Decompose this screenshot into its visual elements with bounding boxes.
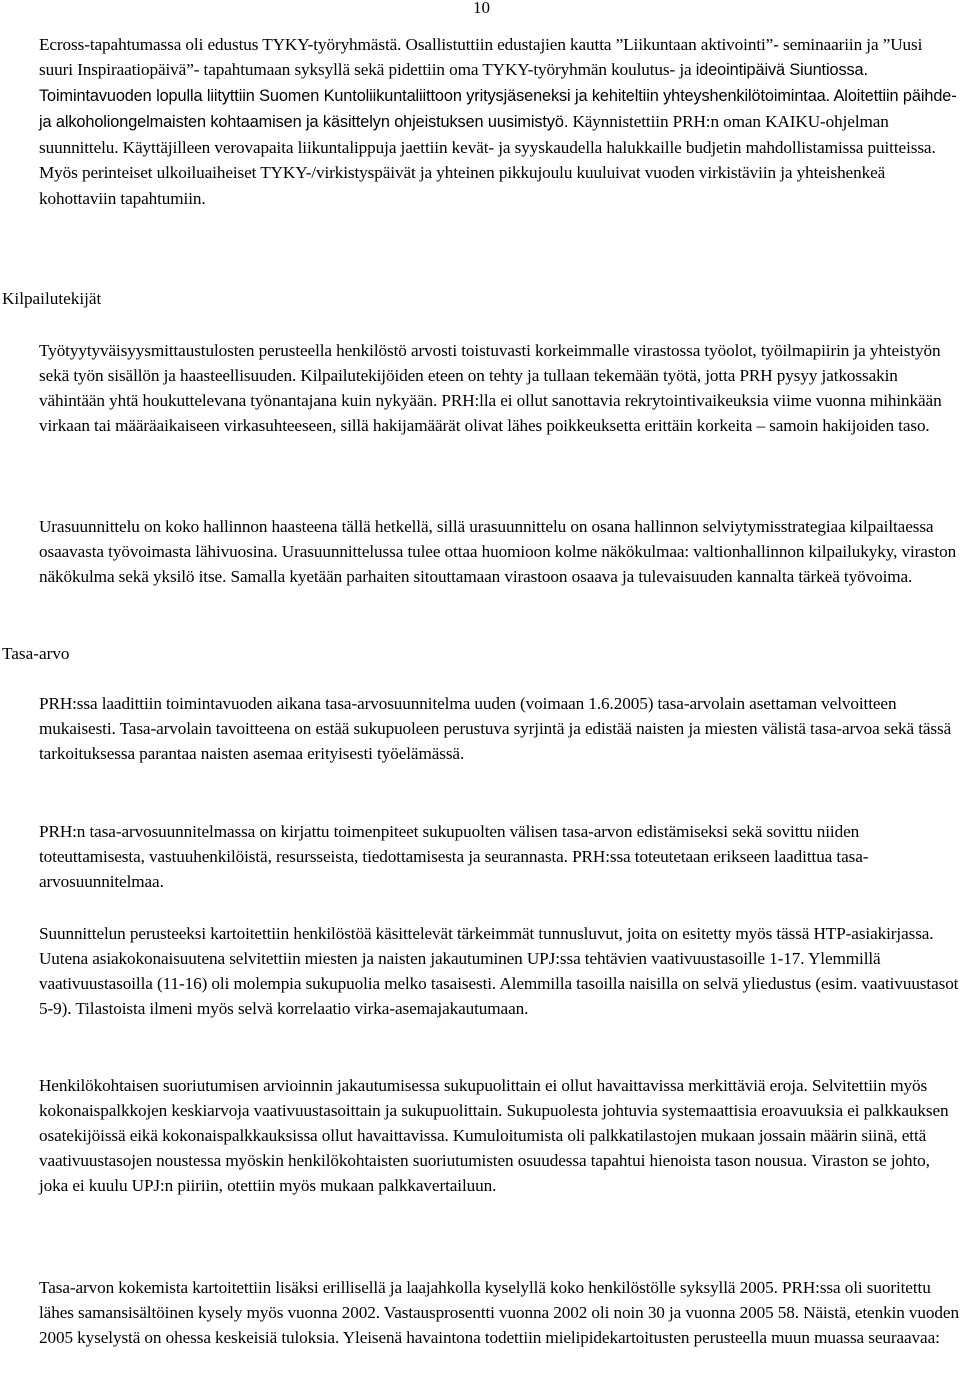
page-number: 10 <box>473 0 490 17</box>
section-heading-tasa-arvo: Tasa-arvo <box>2 644 70 663</box>
kilpailutekijat-paragraph-2: Urasuunnittelu on koko hallinnon haasteena tällä hetkellä, sillä urasuunnittelu on osana hallinnon selviytymisstrategiaa kilpailtaessa osaavasta työvoimasta lähivuosina. Urasuunnittelussa tulee ottaa huomioon kolme näkökulmaa: valtionhallinnon kilpailukyky, viraston näkökulma sekä yksilö itse. Samalla kyetään parhaiten sitouttamaan virastoon osaava ja tulevaisuuden kannalta tärkeä työvoima. <box>39 517 957 587</box>
section-heading-kilpailutekijat: Kilpailutekijät <box>2 289 102 308</box>
tasa-arvo-paragraph-4: Henkilökohtaisen suoriutumisen arvioinnin jakautumisessa sukupuolittain ei ollut havaittavissa merkittäviä eroja. Selvitettiin myös kokonaispalkkojen keskiarvoja vaativuustasoittain ja sukupuolittain. Sukupuolesta johtuvia systemaattisia eroavuuksia ei palkkauksen osatekijöissä eikä kokonaispalkkauksissa ollut havaittavissa. Kumuloitumista oli palkkatilastojen mukaan jossain määrin siinä, että vaativuustasojen noustessa myöskin henkilökohtaisten suoriutumisten osuudessa tapahtui hienoista tason nousua. Viraston se johto, joka ei kuulu UPJ:n piiriin, otettiin myös mukaan palkkavertailuun. <box>39 1076 949 1196</box>
intro-text-serif: Ecross-tapahtumassa oli edustus TYKY-työryhmästä. Osallistuttiin edustajien kautta ”Liikuntaan aktivointi”- seminaariin ja ”Uusi suuri Inspiraatiopäivä”- tapahtumaan syksyllä sekä pidettiin oma TYKY-työryhmän koulutus- ja <box>39 35 923 80</box>
intro-text-sans: ideointipäivä Siuntiossa. Toimintavuoden lopulla liityttiin Suomen Kuntoliikuntaliittoon yritysjäseneksi ja kehiteltiin yhteyshenkilötoimintaa. Aloitettiin päihde- ja alkoholiongelmaisten kohtaamisen ja käsittelyn ohjeistuksen uusimistyö. <box>39 61 957 132</box>
tasa-arvo-paragraph-1: PRH:ssa laadittiin toimintavuoden aikana tasa-arvosuunnitelma uuden (voimaan 1.6.2005) tasa-arvolain asettaman velvoitteen mukaisesti. Tasa-arvolain tavoitteena on estää sukupuoleen perustuva syrjintä ja edistää naisten ja miesten välistä tasa-arvoa sekä tässä tarkoituksessa parantaa naisten asemaa erityisesti työelämässä. <box>39 694 952 764</box>
intro-text-serif-end: Käynnistettiin PRH:n oman KAIKU-ohjelman suunnittelu. Käyttäjilleen verovapaita liikuntalippuja jaettiin kevät- ja syyskaudella halukkaille budjetin mahdollistamissa puitteissa. Myös perinteiset ulkoiluaiheiset TYKY-/virkistyspäivät ja yhteinen pikkujoulu kuuluivat vuoden virkistäviin ja yhteishenkeä kohottaviin tapahtumiin. <box>39 112 936 208</box>
intro-paragraph <box>39 32 959 211</box>
tasa-arvo-paragraph-5: Tasa-arvon kokemista kartoitettiin lisäksi erillisellä ja laajahkolla kyselyllä koko henkilöstölle syksyllä 2005. PRH:ssa oli suoritettu lähes samansisältöinen kysely myös vuonna 2002. Vastausprosentti vuonna 2002 oli noin 30 ja vuonna 2005 58. Näistä, etenkin vuoden 2005 kyselystä on ohessa keskeisiä tuloksia. Yleisenä havaintona todettiin mielipidekartoitusten perusteella muun muassa seuraavaa: <box>39 1278 959 1348</box>
kilpailutekijat-paragraph-1: Työtyytyväisyysmittaustulosten perusteella henkilöstö arvosti toistuvasti korkeimmalle virastossa työolot, työilmapiirin ja yhteistyön sekä työn sisällön ja haasteellisuuden. Kilpailutekijöiden eteen on tehty ja tullaan tekemään työtä, jotta PRH pysyy jatkossakin vähintään yhtä houkuttelevana työnantajana kuin nykyään. PRH:lla ei ollut sanottavia rekrytointivaikeuksia viime vuonna mihinkään virkaan tai määräaikaiseen virkasuhteeseen, sillä hakijamäärät olivat lähes poikkeuksetta erittäin korkeita – samoin hakijoiden taso. <box>39 341 942 436</box>
tasa-arvo-paragraph-2: PRH:n tasa-arvosuunnitelmassa on kirjattu toimenpiteet sukupuolten välisen tasa-arvon edistämiseksi sekä sovittu niiden toteuttamisesta, vastuuhenkilöistä, resursseista, tiedottamisesta ja seurannasta. PRH:ssa toteutetaan erikseen laadittua tasa-arvosuunnitelmaa. <box>39 822 869 892</box>
tasa-arvo-paragraph-3: Suunnittelun perusteeksi kartoitettiin henkilöstöä käsittelevät tärkeimmät tunnusluvut, joita on esitetty myös tässä HTP-asiakirjassa. Uutena asiakokonaisuutena selvitettiin miesten ja naisten jakautuminen UPJ:ssa tehtävien vaativuustasoille 1-17. Ylemmillä vaativuustasoilla (11-16) oli molempia sukupuolia melko tasaisesti. Alemmilla tasoilla naisilla on selvä yliedustus (esim. vaativuustasot 5-9). Tilastoista ilmeni myös selvä korrelaatio virka-asemajakautumaan. <box>39 924 959 1019</box>
